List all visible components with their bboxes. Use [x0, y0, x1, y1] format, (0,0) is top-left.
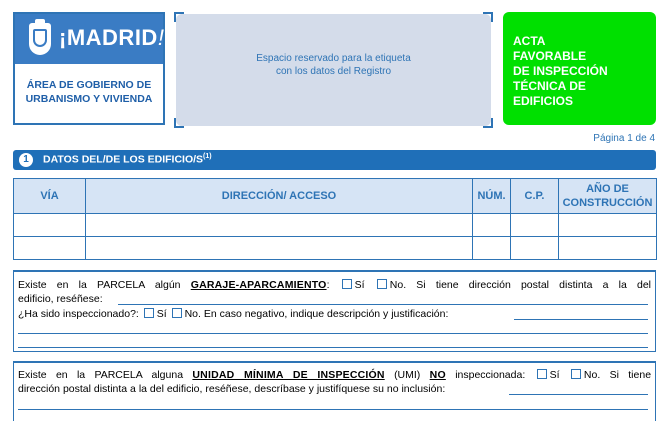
section-header: [13, 150, 656, 170]
umi-address-field[interactable]: [509, 394, 648, 395]
acta-title-box: [503, 12, 656, 125]
col-header-via: VÍA: [14, 179, 86, 214]
area-gobierno-label: ÁREA DE GOBIERNO DE URBANISMO Y VIVIENDA: [25, 79, 153, 105]
section-number-badge: 1: [19, 153, 33, 167]
justification-field[interactable]: [514, 319, 648, 320]
cell-cp[interactable]: [511, 237, 559, 260]
inspected-si-checkbox[interactable]: [144, 308, 154, 318]
table-row: [14, 237, 657, 260]
umi-address-label: dirección postal distinta a la del edificio, reséñese, descríbase y justifíquese su no inclusión:: [18, 383, 446, 395]
garage-emphasis: GARAJE-APARCAMIENTO: [190, 279, 327, 291]
cell-direccion[interactable]: [86, 237, 473, 260]
umi-question-line: Existe en la PARCELA alguna UNIDAD MÍNIMA DE INSPECCIÓN (UMI) NO inspeccionada: Sí No. Si tiene: [18, 369, 652, 381]
col-header-anio: AÑO DE CONSTRUCCIÓN: [559, 179, 657, 214]
umi-no-checkbox[interactable]: [571, 369, 581, 379]
garage-address-field[interactable]: [118, 304, 648, 305]
cell-cp[interactable]: [511, 214, 559, 237]
cell-num[interactable]: [473, 237, 511, 260]
col-header-num: NÚM.: [473, 179, 511, 214]
table-header-row: [14, 179, 657, 214]
garage-si-checkbox[interactable]: [342, 279, 352, 289]
umi-no-emphasis: NO: [429, 369, 446, 381]
table-row: [14, 214, 657, 237]
madrid-crest-icon: [29, 23, 51, 55]
page-number: Página 1 de 4: [593, 133, 655, 144]
justification-line-2[interactable]: [18, 333, 648, 334]
cell-via[interactable]: [14, 214, 86, 237]
umi-question-box: [13, 361, 656, 421]
garage-question-line: Existe en la PARCELA algún GARAJE-APARCAMIENTO: Sí No. Si tiene dirección postal distinta a la del: [18, 279, 652, 291]
cell-via[interactable]: [14, 237, 86, 260]
building-data-table: [13, 178, 657, 260]
garage-question-box: [13, 270, 656, 352]
cell-anio[interactable]: [559, 237, 657, 260]
cell-anio[interactable]: [559, 214, 657, 237]
inspected-no-checkbox[interactable]: [172, 308, 182, 318]
cell-num[interactable]: [473, 214, 511, 237]
umi-justification-line[interactable]: [18, 409, 648, 410]
section-title: DATOS DEL/DE LOS EDIFICIO/$S^{(1)}$: [43, 153, 212, 166]
registry-label-area: [176, 14, 491, 126]
cell-direccion[interactable]: [86, 214, 473, 237]
madrid-logo-text: ¡MADRID!: [59, 25, 165, 50]
umi-emphasis: UNIDAD MÍNIMA DE INSPECCIÓN: [192, 369, 385, 381]
justification-line-3[interactable]: [18, 347, 648, 348]
garage-inspected-line: ¿Ha sido inspeccionado?: Sí No. En caso negativo, indique descripción y justificación:: [18, 308, 449, 320]
col-header-direccion: DIRECCIÓN/ ACCESO: [86, 179, 473, 214]
garage-address-label: edificio, reséñese:: [18, 293, 103, 305]
umi-si-checkbox[interactable]: [537, 369, 547, 379]
col-header-cp: C.P.: [511, 179, 559, 214]
madrid-logo-box: [13, 12, 165, 125]
logo-band: [15, 14, 163, 64]
acta-title: ACTA FAVORABLE DE INSPECCIÓN TÉCNICA DE EDIFICIOS: [513, 34, 608, 108]
garage-no-checkbox[interactable]: [377, 279, 387, 289]
registry-label-text: Espacio reservado para la etiqueta con los datos del Registro: [256, 53, 411, 77]
